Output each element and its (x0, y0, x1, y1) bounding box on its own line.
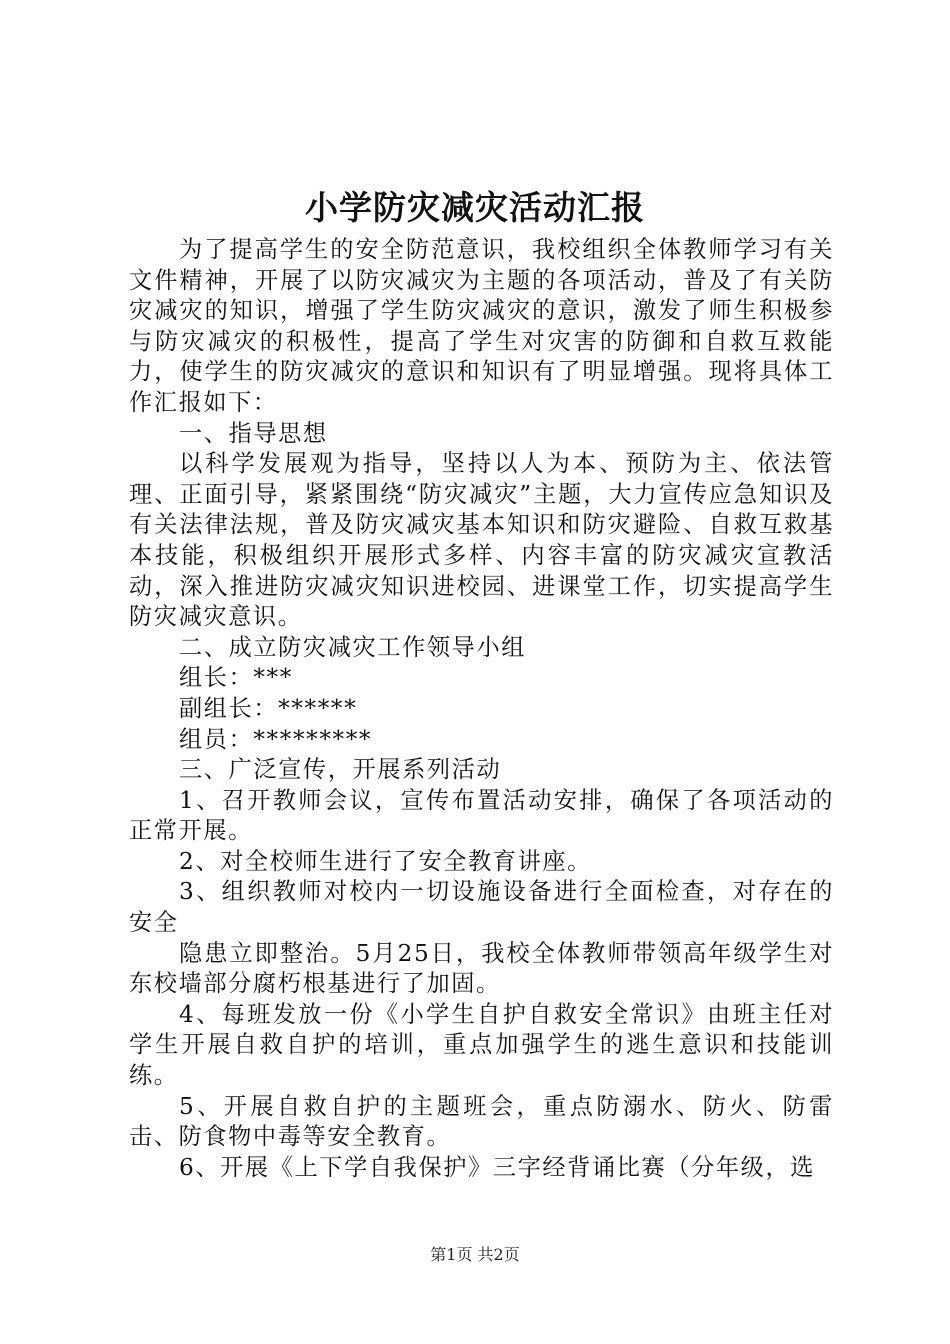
deputy-leader-line: 副组长：****** (179, 694, 358, 722)
activity-item-1: 1、召开教师会议，宣传布置活动安排，确保了各项活动的正常开展。 (129, 786, 834, 845)
document-title: 小学防灾减灾活动汇报 (305, 188, 645, 227)
document-body (129, 235, 834, 1183)
section-heading-activities: 三、广泛宣传，开展系列活动 (179, 756, 502, 784)
page-footer: 第1页 共2页 (430, 1245, 520, 1264)
activity-item-6: 6、开展《上下学自我保护》三字经背诵比赛（分年级，选 (179, 1153, 816, 1181)
group-leader-line: 组长：*** (179, 664, 293, 692)
activity-item-4: 4、每班发放一份《小学生自护自救安全常识》由班主任对学生开展自救自护的培训，重点加强学生的逃生意识和技能训练。 (129, 1000, 834, 1090)
intro-paragraph: 为了提高学生的安全防范意识，我校组织全体教师学习有关文件精神，开展了以防灾减灾为主题的各项活动，普及了有关防灾减灾的知识，增强了学生防灾减灾的意识，激发了师生积极参与防灾减灾的积极性，提高了学生对灾害的防御和自救互救能力，使学生的防灾减灾的意识和知识有了明显增强。现将具体工作汇报如下： (129, 236, 834, 416)
activity-item-5: 5、开展自救自护的主题班会，重点防溺水、防火、防雷击、防食物中毒等安全教育。 (129, 1092, 834, 1151)
section-heading-leadership-group: 二、成立防灾减灾工作领导小组 (179, 633, 527, 661)
activity-item-2: 2、对全校师生进行了安全教育讲座。 (179, 847, 592, 875)
activity-item-3: 3、组织教师对校内一切设施设备进行全面检查，对存在的安全 (129, 878, 834, 937)
group-members-line: 组员：********* (179, 725, 373, 753)
activity-item-3-continued: 隐患立即整治。5月25日，我校全体教师带领高年级学生对东校墙部分腐朽根基进行了加固。 (129, 939, 834, 998)
guiding-ideology-paragraph: 以科学发展观为指导，坚持以人为本、预防为主、依法管理、正面引导，紧紧围绕“防灾减灾”主题，大力宣传应急知识及有关法律法规，普及防灾减灾基本知识和防灾避险、自救互救基本技能，积极组织开展形式多样、内容丰富的防灾减灾宣教活动，深入推进防灾减灾知识进校园、进课堂工作，切实提高学生防灾减灾意识。 (129, 450, 834, 631)
section-heading-guiding-ideology: 一、指导思想 (179, 419, 328, 447)
